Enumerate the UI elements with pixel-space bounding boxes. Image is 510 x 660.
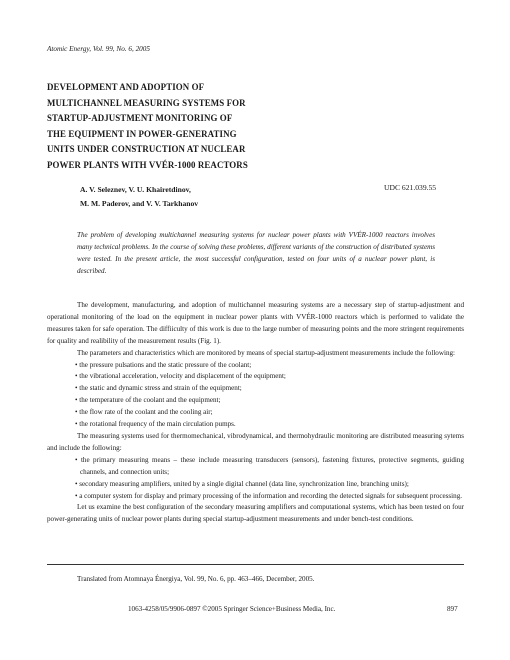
footnote: Translated from Atomnaya Énergiya, Vol. 99, No. 6, pp. 463–466, December, 2005.: [77, 575, 315, 583]
title-line: MULTICHANNEL MEASURING SYSTEMS FOR: [47, 97, 246, 108]
title-line: UNITS UNDER CONSTRUCTION AT NUCLEAR: [47, 144, 246, 155]
authors: [80, 183, 198, 210]
list-item: • secondary measuring amplifiers, united by a single digital channel (data line, synchronization line, branching units);: [75, 479, 409, 488]
copyright-line: 1063-4258/05/9906-0897 ©2005 Springer Science+Business Media, Inc.: [128, 605, 336, 613]
udc-code: UDC 621.039.55: [384, 183, 437, 192]
list-item: • a computer system for display and primary processing of the information and recording the detected signals for subsequent processing.: [75, 491, 463, 500]
list-item: • the flow rate of the coolant and the cooling air;: [75, 408, 213, 417]
footnote-divider: [47, 564, 464, 565]
list-item: • the temperature of the coolant and the equipment;: [75, 396, 221, 405]
title-line: THE EQUIPMENT IN POWER-GENERATING: [47, 128, 237, 139]
list-item: • the vibrational acceleration, velocity and displacement of the equipment;: [75, 372, 286, 381]
title-line: STARTUP-ADJUSTMENT MONITORING OF: [47, 113, 233, 124]
list-item: • the static and dynamic stress and strain of the equipment;: [75, 384, 242, 393]
list-item: • the rotational frequency of the main circulation pumps.: [75, 420, 236, 429]
paragraph: The parameters and characteristics which are monitored by means of special startup-adjustment measurements include the following:: [77, 348, 456, 357]
paragraph: Let us examine the best configuration of the secondary measuring amplifiers and computational systems, which has been tested on four power-generating units of nuclear power plants during special startup-adjustment measurements and under bench-test conditions.: [47, 503, 464, 524]
body-text: [47, 300, 464, 526]
authors-line: A. V. Seleznev, V. U. Khairetdinov,: [80, 185, 191, 194]
journal-citation: Atomic Energy, Vol. 99, No. 6, 2005: [47, 45, 150, 53]
title-line: DEVELOPMENT AND ADOPTION OF: [47, 82, 205, 92]
list-item: • the pressure pulsations and the static pressure of the coolant;: [75, 360, 252, 369]
page-number: 897: [447, 605, 458, 613]
title-line: POWER PLANTS WITH VVÉR-1000 REACTORS: [47, 159, 248, 170]
paragraph: The measuring systems used for thermomechanical, vibrodynamical, and thermohydraulic monitoring are distributed measuring sytems and include the following:: [47, 431, 464, 452]
authors-line: M. M. Paderov, and V. V. Tarkhanov: [80, 198, 199, 208]
list-item: • the primary measuring means – these include measuring transducers (sensors), fastening fixtures, protective segments, guiding channels, and connection units;: [75, 455, 464, 476]
abstract: The problem of developing multichannel measuring systems for nuclear power plants with VVÉR-1000 reactors involves many technical problems. In the course of solving these problems, different variants of the construction of distributed systems were tested. In the present article, the most successful configuration, tested on four units of a nuclear power plant, is described.: [77, 231, 435, 276]
paragraph: The development, manufacturing, and adoption of multichannel measuring systems are a necessary step of startup-adjustment and operational monitoring of the load on the equipment in nuclear power plants with VVÉR-1000 reactors which is performed to validate the measures taken for safe operation. The diffiiculty of this work is due to the large number of measuring points and the more stringent requirements for quality and realibility of the measurement results (Fig. 1).: [47, 301, 464, 345]
article-title: [47, 80, 347, 174]
